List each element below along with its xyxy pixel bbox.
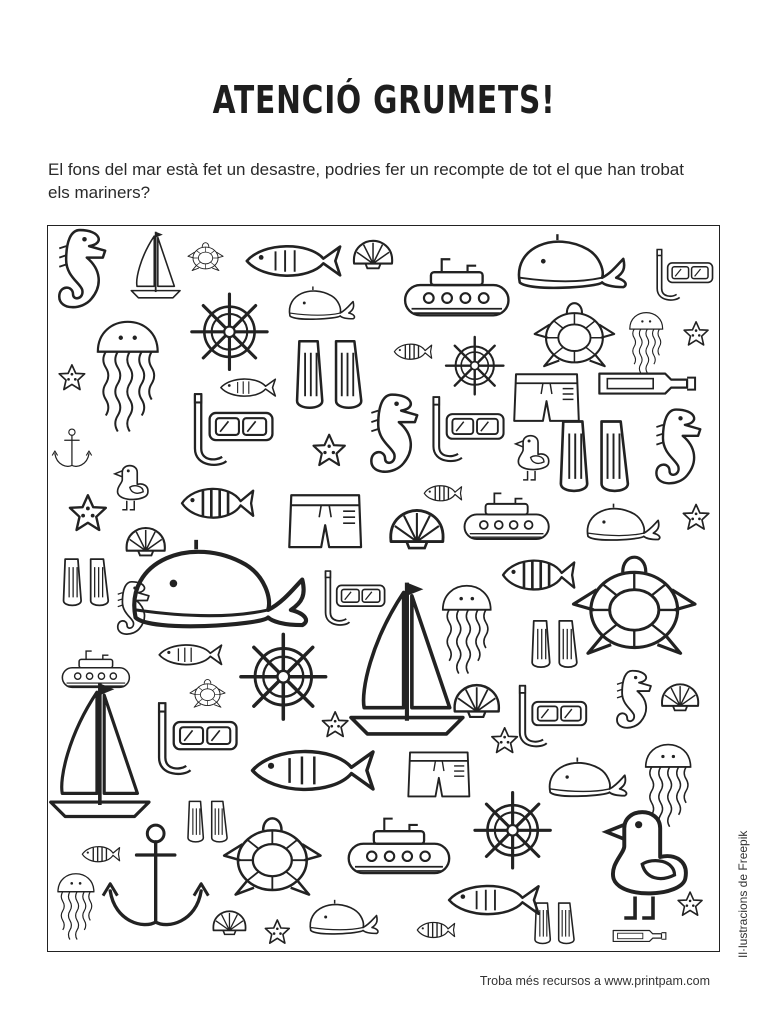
ship-wheel-icon <box>241 634 326 719</box>
starfish-icon <box>322 712 347 737</box>
shell-icon <box>391 510 443 548</box>
bird-icon <box>606 812 686 918</box>
snorkel-mask-icon <box>520 686 586 747</box>
swim-shorts-icon <box>289 495 361 547</box>
fish-icon <box>159 645 221 665</box>
page-title: ATENCIÓ GRUMETS! <box>212 78 556 122</box>
submarine-icon <box>62 651 129 687</box>
seahorse-icon <box>371 395 417 472</box>
fish-icon <box>247 246 340 275</box>
snorkel-mask-icon <box>433 397 503 461</box>
bird-icon <box>516 436 549 480</box>
turtle-icon <box>574 557 695 653</box>
fish-icon <box>503 560 574 589</box>
anchor-icon <box>103 825 208 924</box>
whale-icon <box>519 234 626 288</box>
turtle-icon <box>188 243 223 271</box>
fish-icon <box>417 922 454 937</box>
starfish-icon <box>684 322 708 345</box>
shell-icon <box>662 684 698 710</box>
bird-icon <box>115 466 148 510</box>
snorkel-mask-icon <box>195 394 272 465</box>
anchor-icon <box>52 429 91 466</box>
swim-shorts-icon <box>514 374 579 421</box>
starfish-icon <box>59 365 84 390</box>
turtle-icon <box>535 303 615 366</box>
bottle-message-icon <box>599 374 695 394</box>
submarine-icon <box>349 819 450 873</box>
flippers-icon <box>561 421 628 490</box>
ship-wheel-icon <box>192 294 267 369</box>
whale-icon <box>310 900 378 934</box>
starfish-icon <box>492 728 517 753</box>
snorkel-mask-icon <box>657 250 712 301</box>
fish-icon <box>424 486 461 501</box>
starfish-icon <box>683 505 708 530</box>
submarine-icon <box>465 493 549 539</box>
sailboat-icon <box>51 684 149 817</box>
whale-icon <box>289 286 354 319</box>
puzzle-frame <box>47 225 720 952</box>
bottle-message-icon <box>613 930 666 941</box>
flippers-icon <box>188 801 227 841</box>
sailboat-icon <box>131 232 180 298</box>
jellyfish-icon <box>443 586 491 674</box>
seahorse-icon <box>617 671 651 728</box>
starfish-icon <box>313 435 344 465</box>
jellyfish-icon <box>58 874 94 940</box>
shell-icon <box>213 911 245 934</box>
flippers-icon <box>535 903 574 943</box>
illustration-credit: Il·lustracions de Freepik <box>736 830 750 958</box>
starfish-icon <box>678 892 702 915</box>
whale-icon <box>550 758 627 797</box>
jellyfish-icon <box>630 313 663 373</box>
flippers-icon <box>297 341 361 408</box>
fish-icon <box>221 379 275 396</box>
ship-wheel-icon <box>475 793 550 868</box>
fish-icon <box>182 489 253 518</box>
fish-icon <box>82 847 119 862</box>
whale-icon <box>587 504 659 540</box>
puzzle-illustration <box>48 226 719 951</box>
snorkel-mask-icon <box>326 571 385 625</box>
instructions-text: El fons del mar està fet un desastre, podries fer un recompte de tot el que han trobat els mariners? <box>48 160 684 202</box>
ship-wheel-icon <box>446 337 503 394</box>
flippers-icon <box>64 559 109 605</box>
fish-icon <box>394 344 431 359</box>
flippers-icon <box>532 621 577 667</box>
jellyfish-icon <box>98 322 158 432</box>
fish-icon <box>252 752 373 790</box>
turtle-icon <box>224 818 320 894</box>
swim-shorts-icon <box>408 752 469 796</box>
snorkel-mask-icon <box>159 703 236 774</box>
starfish-icon <box>70 495 106 530</box>
shell-icon <box>354 241 392 268</box>
seahorse-icon <box>656 410 700 484</box>
whale-icon <box>134 540 306 626</box>
shell-icon <box>455 685 499 717</box>
footer-link[interactable]: Troba més recursos a www.printpam.com <box>479 974 710 988</box>
fish-icon <box>449 886 538 914</box>
submarine-icon <box>405 259 508 315</box>
starfish-icon <box>265 920 289 943</box>
turtle-icon <box>190 679 225 707</box>
shell-icon <box>127 528 165 555</box>
seahorse-icon <box>59 230 105 307</box>
